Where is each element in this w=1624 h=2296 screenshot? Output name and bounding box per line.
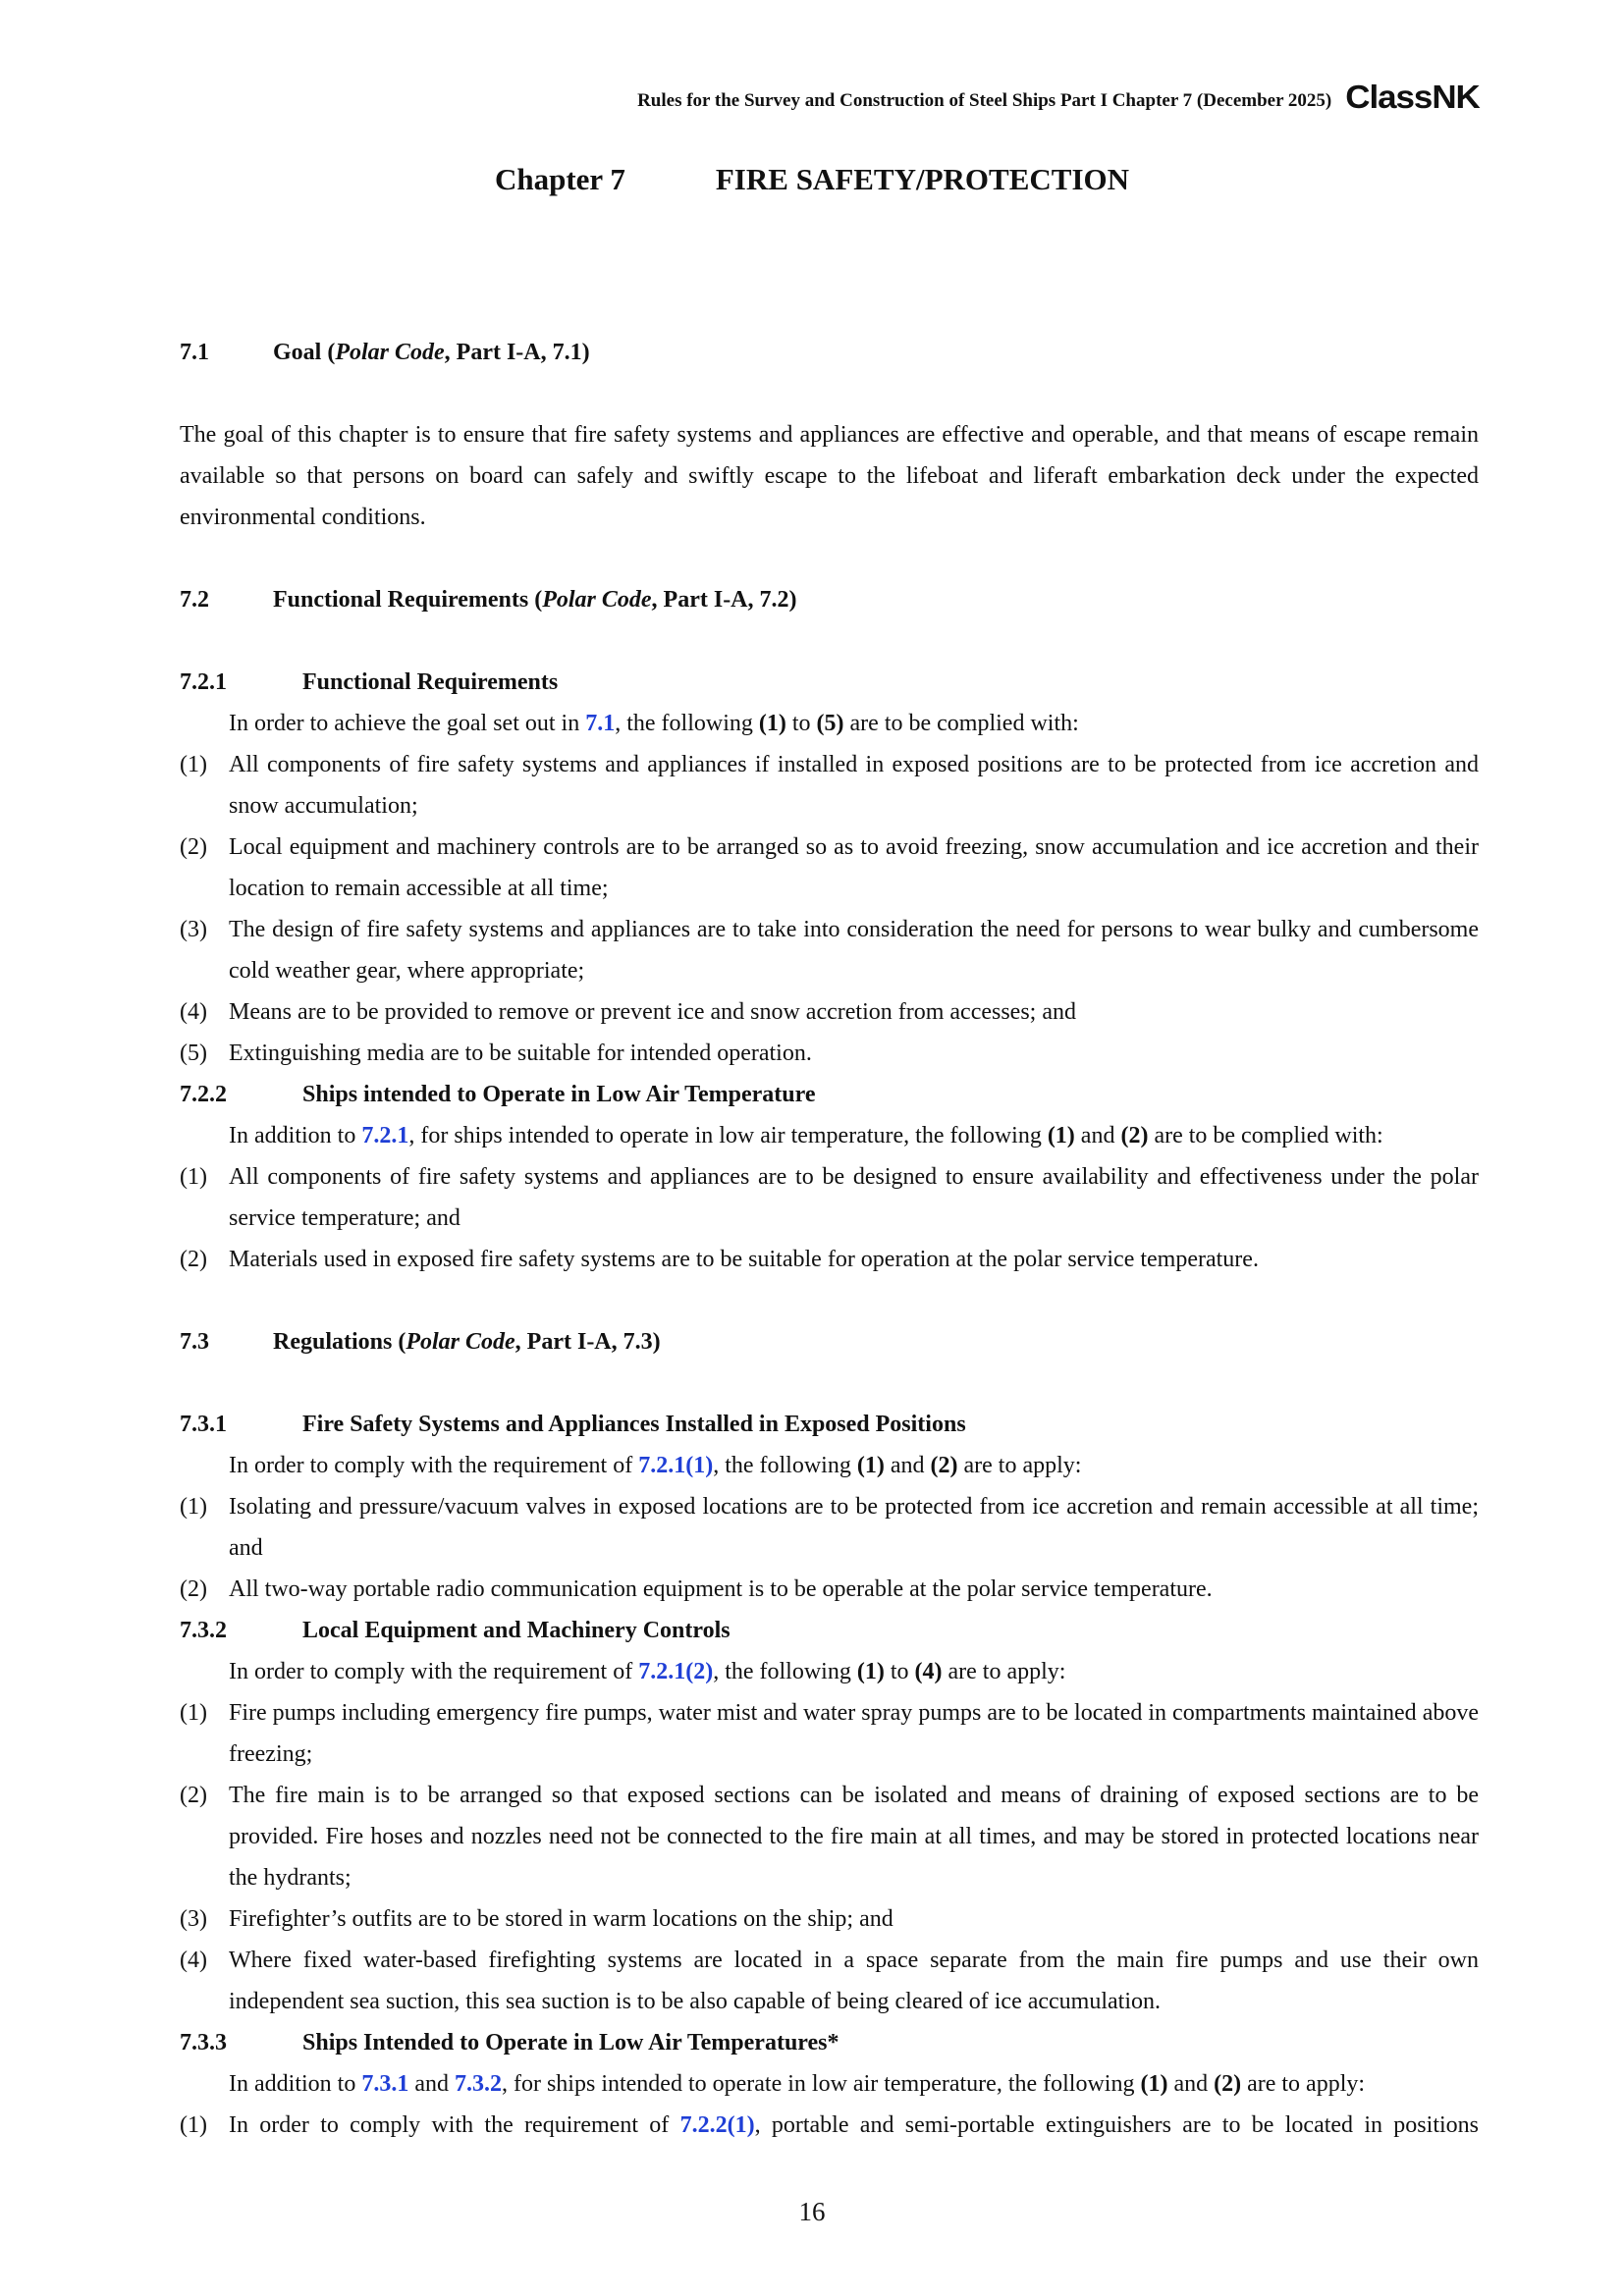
- subsection-intro: In order to comply with the requirement of 7.2.1(2), the following (1) to (4) are to apply:: [229, 1659, 1066, 1684]
- subsection-heading-7-3-2: 7.3.2 Local Equipment and Machinery Controls: [180, 1618, 731, 1643]
- subsection-heading-7-3-1: 7.3.1 Fire Safety Systems and Appliances Installed in Exposed Positions: [180, 1412, 966, 1437]
- chapter-name: FIRE SAFETY/PROTECTION: [715, 162, 1130, 196]
- subsection-heading-7-2-1: 7.2.1 Functional Requirements: [180, 669, 559, 695]
- list-item: (2) Materials used in exposed fire safety systems are to be suitable for operation at the polar service temperature.: [180, 1247, 1259, 1272]
- cross-reference-link[interactable]: 7.2.1: [361, 1123, 409, 1148]
- page-number: 16: [798, 2197, 826, 2226]
- section-heading-7-2: 7.2 Functional Requirements (Polar Code, Part I-A, 7.2): [180, 587, 797, 613]
- subsection-intro: In addition to 7.2.1, for ships intended to operate in low air temperature, the following (1) and (2) are to be complied with:: [229, 1123, 1383, 1148]
- subsection-intro: In addition to 7.3.1 and 7.3.2, for ships intended to operate in low air temperature, the following (1) and (2) are to apply:: [229, 2071, 1366, 2097]
- list-item: (4) Where fixed water-based firefighting systems are located in a space separate from the main fire pumps and use their own independent sea suction, this sea suction is to be also capable of being cleared of ice accumulation.: [180, 1948, 1479, 2014]
- running-title: Rules for the Survey and Construction of Steel Ships Part I Chapter 7 (December 2025): [637, 90, 1332, 111]
- list-item: (2) All two-way portable radio communication equipment is to be operable at the polar service temperature.: [180, 1576, 1213, 1602]
- chapter-title: [0, 160, 1624, 199]
- list-item: (1) All components of fire safety systems and appliances are to be designed to ensure availability and effectiveness under the polar service temperature; and: [180, 1164, 1479, 1231]
- section-heading-7-1: 7.1 Goal (Polar Code, Part I-A, 7.1): [180, 340, 590, 365]
- subsection-heading-7-2-2: 7.2.2 Ships intended to Operate in Low Air Temperature: [180, 1082, 816, 1107]
- cross-reference-link[interactable]: 7.2.1(1): [638, 1453, 714, 1478]
- cross-reference-link[interactable]: 7.1: [585, 711, 616, 736]
- list-item: (2) Local equipment and machinery controls are to be arranged so as to avoid freezing, snow accumulation and ice accretion and their location to remain accessible at all time;: [180, 834, 1479, 901]
- cross-reference-link[interactable]: 7.2.2(1): [679, 2112, 755, 2138]
- list-item: (1) Fire pumps including emergency fire pumps, water mist and water spray pumps are to be located in compartments maintained above freezing;: [180, 1700, 1479, 1767]
- list-item: (3) The design of fire safety systems and appliances are to take into consideration the need for persons to wear bulky and cumbersome cold weather gear, where appropriate;: [180, 917, 1479, 984]
- list-item: (1) Isolating and pressure/vacuum valves in exposed locations are to be protected from ice accretion and remain accessible at all time; and: [180, 1494, 1479, 1561]
- chapter-number: Chapter 7: [494, 162, 625, 196]
- list-item: (2) The fire main is to be arranged so that exposed sections can be isolated and means of draining of exposed sections are to be provided. Fire hoses and nozzles need not be connected to the fire main at all times, and may be stored in protected locations near the hydrants;: [180, 1783, 1479, 1891]
- subsection-intro: In order to achieve the goal set out in 7.1, the following (1) to (5) are to be complied with:: [229, 711, 1079, 736]
- section-heading-7-3: 7.3 Regulations (Polar Code, Part I-A, 7.3): [180, 1329, 661, 1355]
- list-item: (1) All components of fire safety systems and appliances if installed in exposed positions are to be protected from ice accretion and snow accumulation;: [180, 752, 1479, 819]
- running-header: [637, 79, 1480, 115]
- classnk-logo: ClassNK: [1345, 79, 1480, 115]
- list-item: (1) In order to comply with the requirement of 7.2.2(1), portable and semi-portable extinguishers are to be located in positions: [180, 2112, 1479, 2138]
- document-body: [180, 332, 1479, 2146]
- subsection-heading-7-3-3: 7.3.3 Ships Intended to Operate in Low Air Temperatures*: [180, 2030, 839, 2056]
- list-item: (3) Firefighter’s outfits are to be stored in warm locations on the ship; and: [180, 1906, 893, 1932]
- cross-reference-link[interactable]: 7.3.2: [454, 2071, 502, 2097]
- list-item: (5) Extinguishing media are to be suitable for intended operation.: [180, 1041, 812, 1066]
- cross-reference-link[interactable]: 7.3.1: [361, 2071, 409, 2097]
- cross-reference-link[interactable]: 7.2.1(2): [638, 1659, 714, 1684]
- goal-paragraph: The goal of this chapter is to ensure that fire safety systems and appliances are effective and operable, and that means of escape remain available so that persons on board can safely and swiftly escape to the lifeboat and liferaft embarkation deck under the expected environmental conditions.: [180, 422, 1479, 530]
- list-item: (4) Means are to be provided to remove or prevent ice and snow accretion from accesses; and: [180, 999, 1076, 1025]
- subsection-intro: In order to comply with the requirement of 7.2.1(1), the following (1) and (2) are to apply:: [229, 1453, 1082, 1478]
